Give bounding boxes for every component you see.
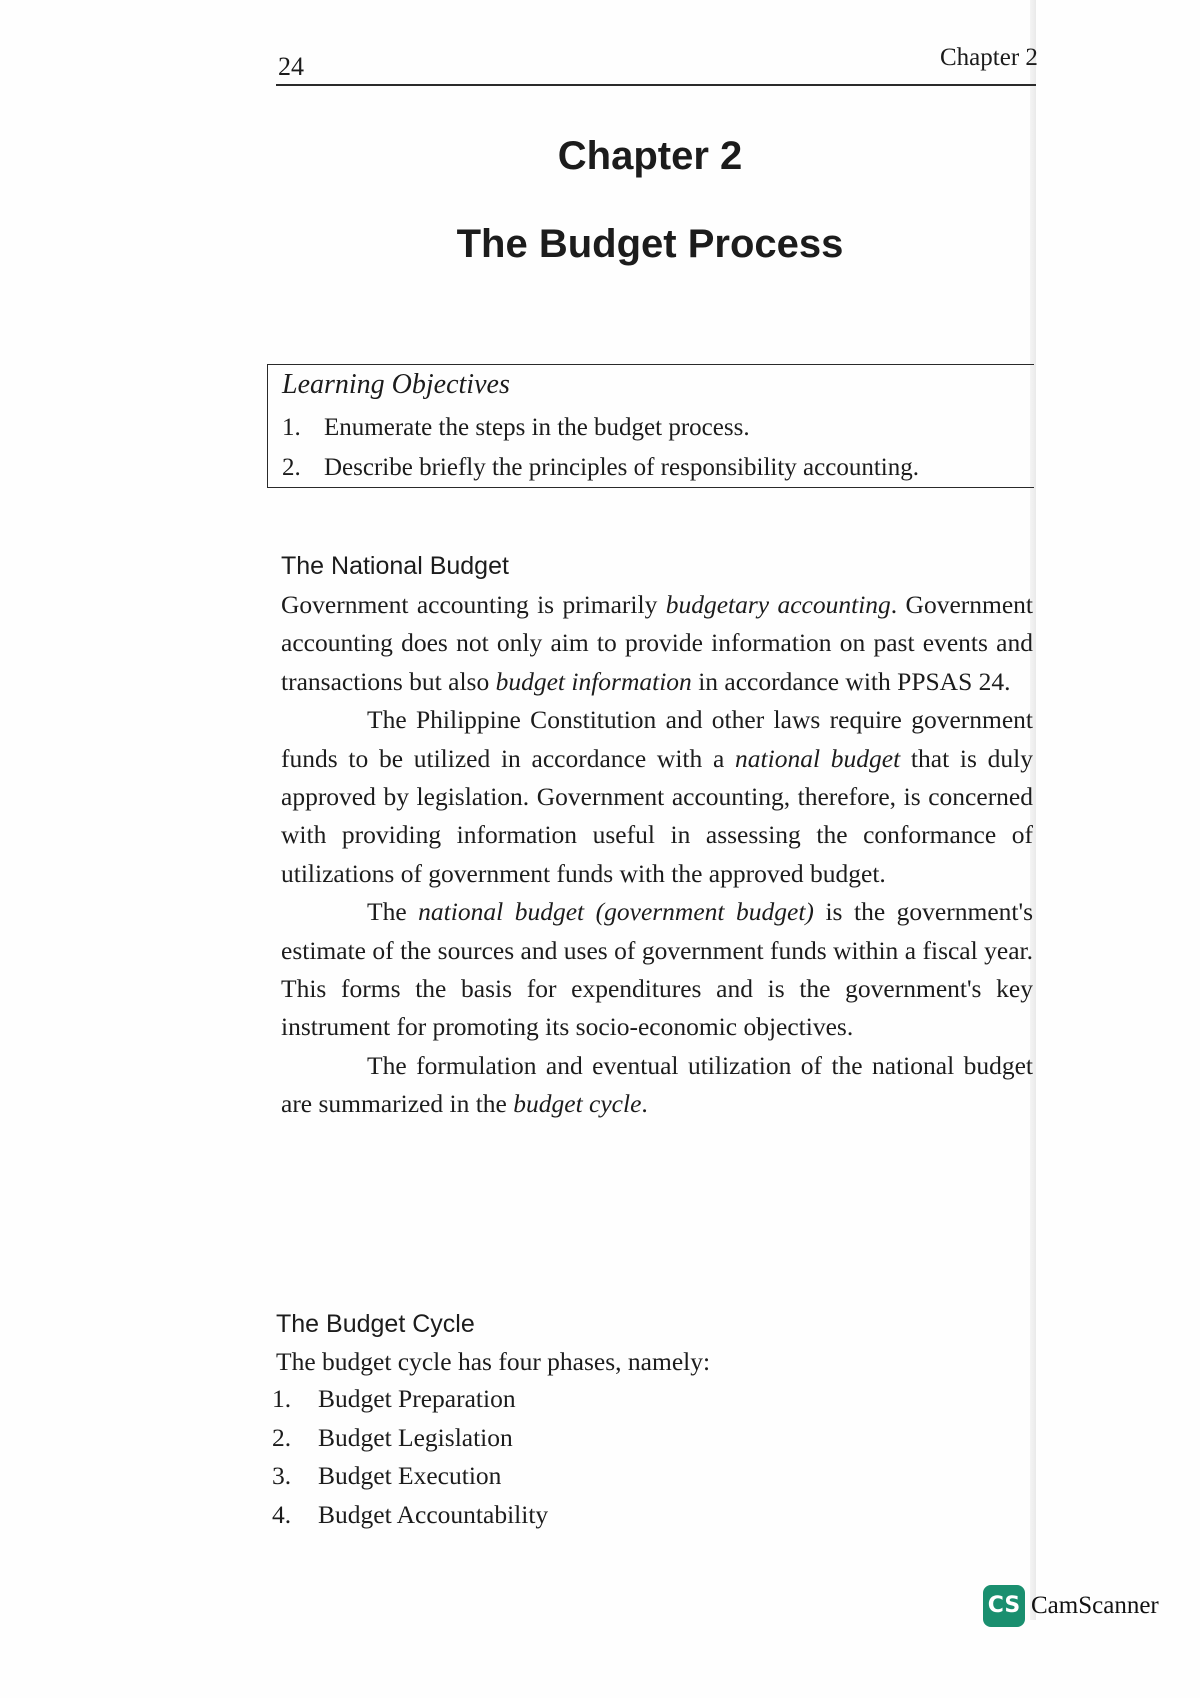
phase-item bbox=[272, 1496, 548, 1535]
objective-number: 2. bbox=[282, 454, 301, 481]
phase-item bbox=[272, 1457, 548, 1496]
phase-number: 3. bbox=[272, 1461, 292, 1490]
text-run: The bbox=[367, 897, 419, 927]
phase-text: Budget Preparation bbox=[318, 1384, 516, 1413]
emphasis-government-budget: national budget (government budget) bbox=[418, 897, 814, 927]
national-budget-body bbox=[281, 586, 1033, 1124]
objective-item bbox=[282, 411, 919, 451]
text-run: The formulation and eventual utilization of the national budget are summarized in the bbox=[281, 1050, 1033, 1119]
camscanner-logo-icon: CS bbox=[983, 1585, 1025, 1627]
learning-objectives-list bbox=[282, 411, 919, 491]
objective-item bbox=[282, 451, 919, 491]
phase-number: 2. bbox=[272, 1422, 292, 1452]
learning-objectives-heading: Learning Objectives bbox=[282, 369, 510, 400]
phase-number: 1. bbox=[272, 1384, 292, 1413]
budget-cycle-intro: The budget cycle has four phases, namely: bbox=[276, 1347, 711, 1376]
page-number: 24 bbox=[278, 52, 304, 81]
phase-text: Budget Execution bbox=[318, 1461, 502, 1490]
objective-number: 1. bbox=[282, 414, 301, 441]
paragraph-3 bbox=[281, 893, 1033, 1047]
camscanner-name: CamScanner bbox=[1031, 1592, 1159, 1619]
objective-text: Describe briefly the principles of responsibility accounting. bbox=[324, 454, 919, 481]
paragraph-2 bbox=[281, 701, 1033, 893]
text-run: that is duly approved by legislation. Government accounting, therefore, is concerned with providing information useful in assessing the conformance of utilizations of government funds with the approved budget. bbox=[281, 743, 1033, 888]
chapter-label: Chapter 2 bbox=[557, 134, 743, 178]
emphasis-budget-cycle: budget cycle bbox=[513, 1089, 642, 1119]
budget-phases-list bbox=[272, 1380, 548, 1534]
emphasis-budgetary-accounting: budgetary accounting bbox=[665, 590, 891, 619]
text-run: The Philippine Constitution and other laws require government funds to be utilized in accordance with a bbox=[281, 705, 1033, 773]
section-heading-budget-cycle: The Budget Cycle bbox=[276, 1310, 475, 1338]
emphasis-budget-information: budget information bbox=[495, 666, 692, 696]
learning-objectives-box bbox=[267, 364, 1034, 488]
text-run: is the government's estimate of the sources and uses of government funds within a fiscal year. This forms the basis for expenditures and is the government's key instrument for promoting its socio-economic objectives. bbox=[281, 897, 1033, 1042]
phase-text: Budget Accountability bbox=[318, 1499, 549, 1529]
phase-text: Budget Legislation bbox=[318, 1422, 513, 1452]
header-rule bbox=[276, 84, 1036, 86]
running-head: Chapter 2 bbox=[940, 44, 1038, 71]
text-run: . Government accounting does not only aim to provide information on past events and transactions but also bbox=[281, 590, 1034, 696]
paragraph-1 bbox=[281, 586, 1033, 701]
text-run: . bbox=[641, 1089, 648, 1119]
phase-number: 4. bbox=[272, 1499, 292, 1529]
text-run: in accordance with PPSAS 24. bbox=[691, 666, 1011, 696]
phase-item bbox=[272, 1380, 548, 1419]
emphasis-national-budget: national budget bbox=[735, 743, 901, 773]
objective-text: Enumerate the steps in the budget process. bbox=[324, 414, 750, 441]
phase-item bbox=[272, 1419, 548, 1458]
chapter-title: The Budget Process bbox=[456, 222, 844, 266]
camscanner-watermark bbox=[983, 1585, 1159, 1627]
paragraph-4 bbox=[281, 1047, 1033, 1124]
text-run: Government accounting is primarily bbox=[281, 590, 666, 619]
section-heading-national-budget: The National Budget bbox=[281, 552, 509, 580]
